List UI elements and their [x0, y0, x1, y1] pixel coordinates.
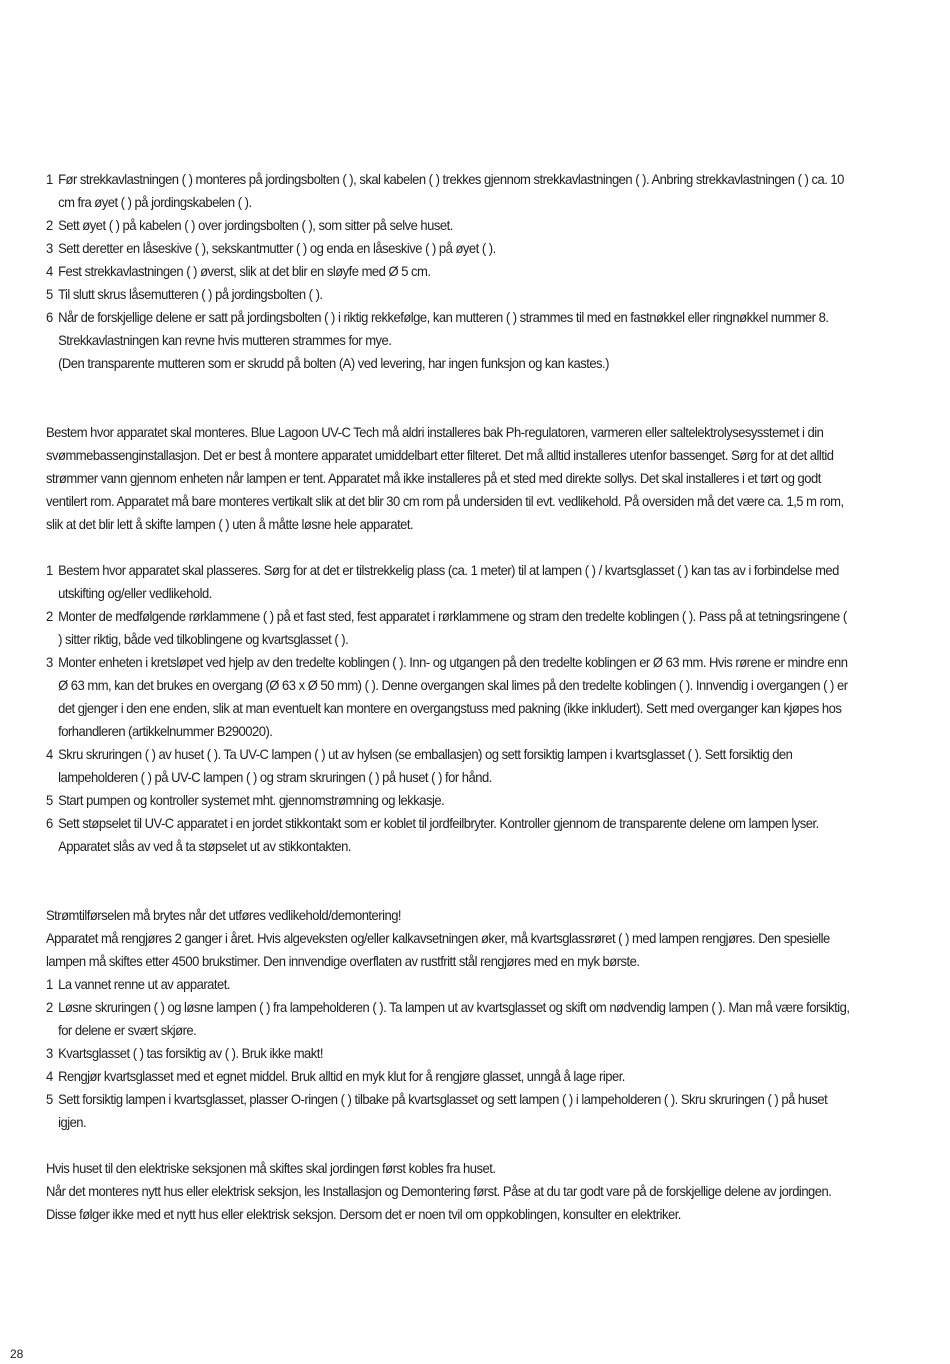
step-text: Sett deretter en låseskive ( ), sekskantmutter ( ) og enda en låseskive ( ) på øyet ( ).: [58, 240, 496, 256]
manual-page-body: [46, 168, 853, 1226]
step-number: 4: [46, 746, 53, 762]
step-text: Monter enheten i kretsløpet ved hjelp av den tredelte koblingen ( ). Inn- og utgangen på den tredelte koblingen er Ø 63 mm. Hvis rørene er mindre enn Ø 63 mm, kan det brukes en overgang (Ø 63 x Ø 50 mm) ( ). Denne overgangen skal limes på den tredelte koblingen ( ). Innvendig i overgangen ( ) er det gjenger i den ene enden, slik at man eventuelt kan montere en overgangstuss med pakning (ikke inkludert). Sett med overganger kan kjøpes hos forhandleren (artikkelnummer B290020).: [58, 654, 848, 739]
maintenance-step-3: [46, 1042, 853, 1065]
step-number: 1: [46, 976, 53, 992]
step-number: 5: [46, 1091, 53, 1107]
replacement-line-1: Hvis huset til den elektriske seksjonen må skiftes skal jordingen først kobles fra huset.: [46, 1160, 496, 1176]
step-text: Til slutt skrus låsemutteren ( ) på jordingsbolten ( ).: [58, 286, 323, 302]
step-text: Kvartsglasset ( ) tas forsiktig av ( ). Bruk ikke makt!: [58, 1045, 323, 1061]
step-text: Bestem hvor apparatet skal plasseres. Sørg for at det er tilstrekkelig plass (ca. 1 meter) til at lampen ( ) / kvartsglasset ( ) kan tas av i forbindelse med utskifting og/eller vedlikehold.: [58, 562, 839, 601]
grounding-step-1: [46, 168, 853, 214]
step-number: 5: [46, 792, 53, 808]
step-number: 6: [46, 815, 53, 831]
step-number: 2: [46, 608, 53, 624]
maintenance-steps: [46, 973, 853, 1134]
maintenance-step-2: [46, 996, 853, 1042]
page-number: 28: [10, 1347, 24, 1361]
step-number: 2: [46, 217, 53, 233]
section-gap: [46, 1134, 853, 1157]
maintenance-warning: Strømtilførselen må brytes når det utføres vedlikehold/demontering!: [46, 907, 402, 923]
installation-step-5: [46, 789, 853, 812]
installation-intro: Bestem hvor apparatet skal monteres. Blue Lagoon UV-C Tech må aldri installeres bak Ph-regulatoren, varmeren eller saltelektrolysesysstemet i din svømmebassenginstallasjon. Det er best å montere apparatet umiddelbart etter filteret. Det må alltid installeres utenfor bassenget. Sørg for at det alltid strømmer vann gjennom enheten når lampen er tent. Apparatet må ikke installeres på et sted med direkte sollys. Det skal installeres i et tørt og godt ventilert rom. Apparatet må bare monteres vertikalt slik at det blir 30 cm rom på undersiden til evt. vedlikehold. På oversiden må det være ca. 1,5 m rom, slik at det blir lett å skifte lampen ( ) uten å måtte løsne hele apparatet.: [46, 424, 844, 532]
step-number: 4: [46, 263, 53, 279]
step-text: Monter de medfølgende rørklammene ( ) på et fast sted, fest apparatet i rørklammene og stram den tredelte koblingen ( ). Pass på at tetningsringene ( ) sitter riktig, både ved tilkoblingene og kvartsglasset ( ).: [58, 608, 847, 647]
step-number: 3: [46, 654, 53, 670]
maintenance-step-1: [46, 973, 853, 996]
step-number: 5: [46, 286, 53, 302]
installation-step-4: [46, 743, 853, 789]
step-text: Sett øyet ( ) på kabelen ( ) over jordingsbolten ( ), som sitter på selve huset.: [58, 217, 453, 233]
step-text: Løsne skruringen ( ) og løsne lampen ( ) fra lampeholderen ( ). Ta lampen ut av kvartsglasset og skift om nødvendig lampen ( ). Man må være forsiktig, for delene er svært skjøre.: [58, 999, 850, 1038]
installation-step-3: [46, 651, 853, 743]
step-text: Sett støpselet til UV-C apparatet i en jordet stikkontakt som er koblet til jordfeilbryter. Kontroller gjennom de transparente delene om lampen lyser. Apparatet slås av ved å ta støpselet ut av stikkontakten.: [58, 815, 819, 854]
maintenance-step-5: [46, 1088, 853, 1134]
step-text: Før strekkavlastningen ( ) monteres på jordingsbolten ( ), skal kabelen ( ) trekkes gjennom strekkavlastningen ( ). Anbring strekkavlastningen ( ) ca. 10 cm fra øyet ( ) på jordingskabelen ( ).: [58, 171, 844, 210]
step-text: Når de forskjellige delene er satt på jordingsbolten ( ) i riktig rekkefølge, kan mutteren ( ) strammes til med en fastnøkkel eller ringnøkkel nummer 8. Strekkavlastningen kan revne hvis mutteren strammes for mye.: [58, 309, 829, 348]
grounding-step-5: [46, 283, 853, 306]
section-gap: [46, 375, 853, 421]
step-text: Rengjør kvartsglasset med et egnet middel. Bruk alltid en myk klut for å rengjøre glasset, unngå å lage riper.: [58, 1068, 625, 1084]
grounding-step-2: [46, 214, 853, 237]
installation-step-1: [46, 559, 853, 605]
grounding-steps: [46, 168, 853, 352]
grounding-note: (Den transparente mutteren som er skrudd på bolten (A) ved levering, har ingen funksjon og kan kastes.): [58, 355, 609, 371]
paragraph-gap: [46, 536, 853, 559]
step-number: 4: [46, 1068, 53, 1084]
replacement-line-2: Når det monteres nytt hus eller elektrisk seksjon, les Installasjon og Demontering først. Påse at du tar godt vare på de forskjellige delene av jordingen. Disse følger ikke med et nytt hus eller elektrisk seksjon. Dersom det er noen tvil om oppkoblingen, konsulter en elektriker.: [46, 1183, 832, 1222]
step-text: La vannet renne ut av apparatet.: [58, 976, 230, 992]
installation-step-2: [46, 605, 853, 651]
maintenance-intro: Apparatet må rengjøres 2 ganger i året. Hvis algeveksten og/eller kalkavsetningen øker, må kvartsglassrøret ( ) med lampen rengjøres. Den spesielle lampen må skiftes etter 4500 brukstimer. Den innvendige overflaten av rustfritt stål rengjøres med en myk børste.: [46, 930, 830, 969]
step-text: Sett forsiktig lampen i kvartsglasset, plasser O-ringen ( ) tilbake på kvartsglasset og sett lampen ( ) i lampeholderen ( ). Skru skruringen ( ) på huset igjen.: [58, 1091, 828, 1130]
installation-steps: [46, 559, 853, 858]
grounding-step-3: [46, 237, 853, 260]
step-text: Skru skruringen ( ) av huset ( ). Ta UV-C lampen ( ) ut av hylsen (se emballasjen) og sett forsiktig lampen i kvartsglasset ( ). Sett forsiktig den lampeholderen ( ) på UV-C lampen ( ) og stram skruringen ( ) på huset ( ) for hånd.: [58, 746, 793, 785]
maintenance-section: [46, 904, 853, 1134]
step-number: 1: [46, 171, 53, 187]
step-number: 3: [46, 1045, 53, 1061]
replacement-section: [46, 1157, 853, 1226]
grounding-step-6: [46, 306, 853, 352]
grounding-section: [46, 168, 853, 375]
step-text: Fest strekkavlastningen ( ) øverst, slik at det blir en sløyfe med Ø 5 cm.: [58, 263, 431, 279]
installation-section: [46, 421, 853, 858]
section-gap: [46, 858, 853, 904]
grounding-step-4: [46, 260, 853, 283]
step-number: 1: [46, 562, 53, 578]
step-number: 2: [46, 999, 53, 1015]
step-text: Start pumpen og kontroller systemet mht. gjennomstrømning og lekkasje.: [58, 792, 445, 808]
step-number: 3: [46, 240, 53, 256]
installation-step-6: [46, 812, 853, 858]
maintenance-step-4: [46, 1065, 853, 1088]
step-number: 6: [46, 309, 53, 325]
